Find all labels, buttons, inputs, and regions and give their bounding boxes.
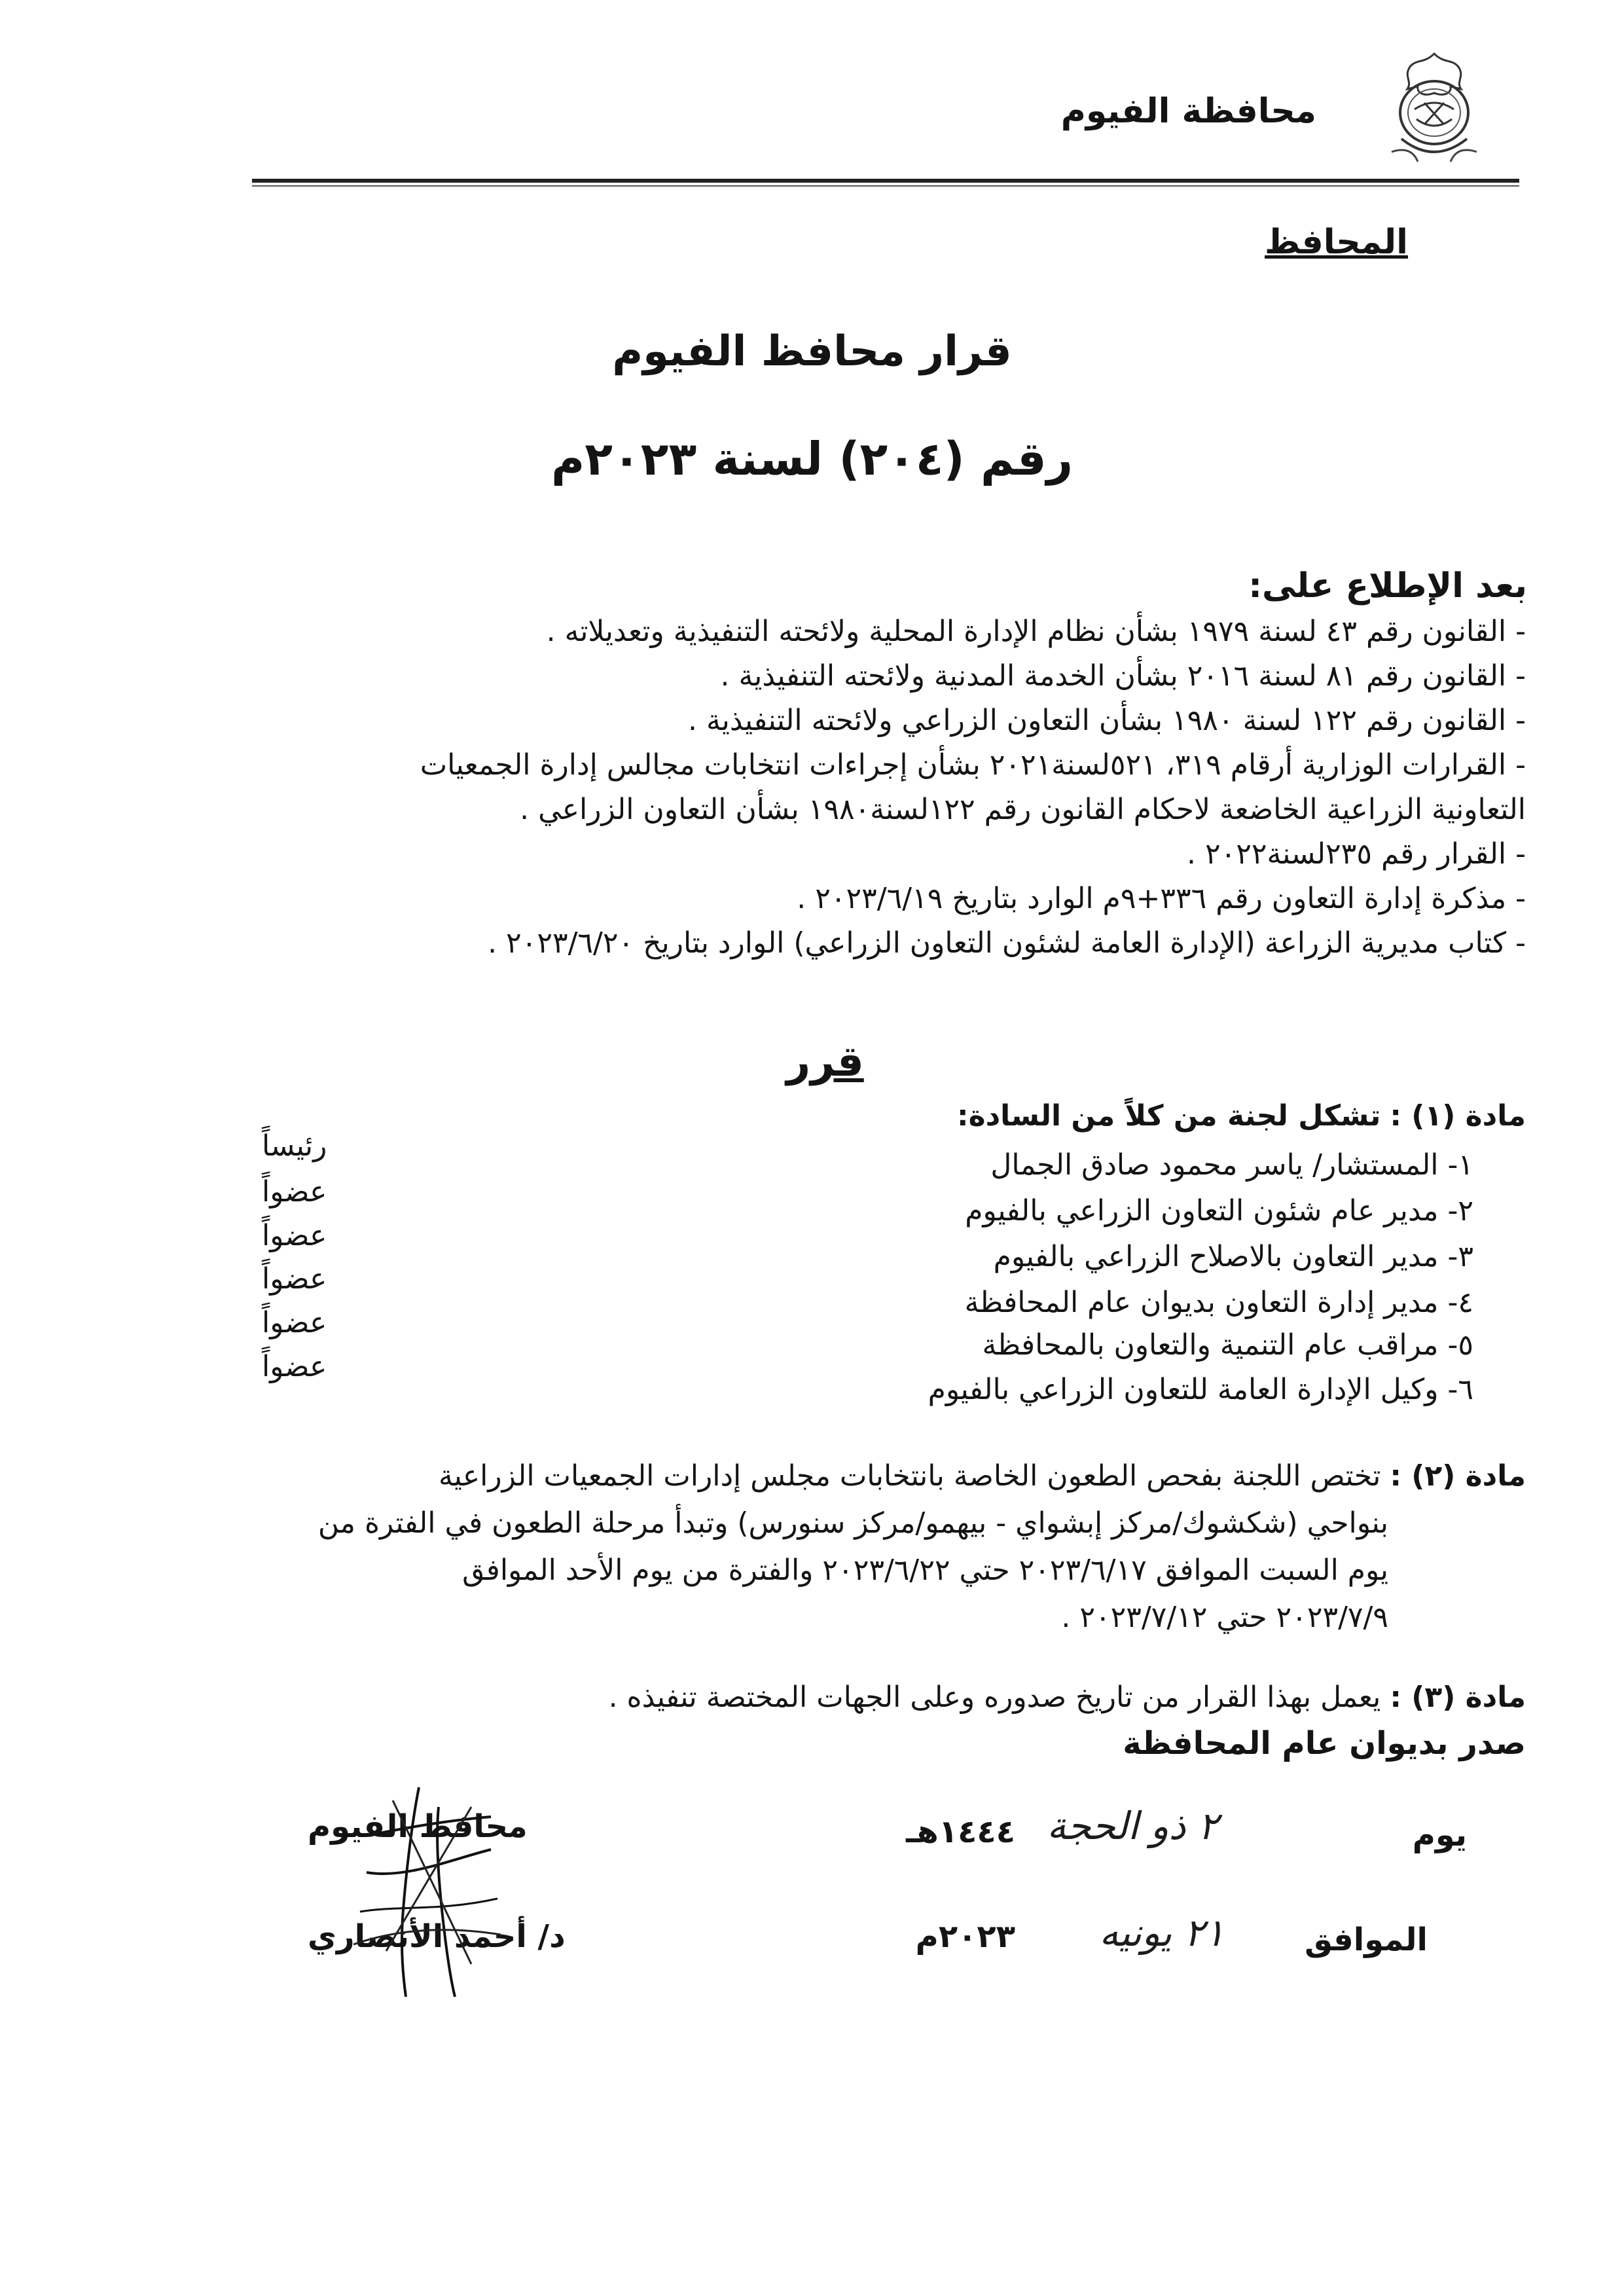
article-1-text: تشكل لجنة من كلاً من السادة: [957,1099,1381,1133]
committee-role: عضواً [262,1306,327,1339]
governor-name: د/ أحمد الأنصاري [308,1918,566,1955]
preamble-line: - مذكرة إدارة التعاون رقم ٣٣٦+٩م الوارد بتاريخ ٢٠٢٣/٦/١٩ . [797,882,1526,915]
header-rule-thin [252,185,1519,187]
committee-member: ٥- مراقب عام التنمية والتعاون بالمحافظة [982,1328,1473,1362]
decision-title: قرار محافظ الفيوم [612,327,1012,376]
office-label: المحافظ [1265,223,1408,262]
day-label: يوم [1412,1817,1467,1853]
article-2-line: بنواحي (شكشوك/مركز إبشواي - بيهمو/مركز سنورس) وتبدأ مرحلة الطعون في الفترة من [317,1506,1388,1540]
preamble-line: - القانون رقم ٨١ لسنة ٢٠١٦ بشأن الخدمة المدنية ولائحته التنفيذية . [720,659,1526,693]
preamble-line: - كتاب مديرية الزراعة (الإدارة العامة لشئون التعاون الزراعي) الوارد بتاريخ ٢٠٢٣/٦/٢٠ . [488,926,1526,960]
hijri-year: ١٤٤٤هـ [906,1813,1015,1850]
decision-number: رقم (٢٠٤) لسنة ٢٠٢٣م [550,432,1074,486]
preamble-line: - القانون رقم ٤٣ لسنة ١٩٧٩ بشأن نظام الإدارة المحلية ولائحته التنفيذية وتعديلاته . [546,615,1526,648]
governor-signature-icon [340,1781,511,2003]
article-3-label: مادة (٣) : [1390,1681,1526,1714]
hijri-handwritten: ٢ ذو الحجة [1047,1804,1218,1848]
gregorian-handwritten: ٢١ يونيه [1099,1910,1225,1955]
gregorian-label: الموافق [1305,1922,1428,1958]
governor-title: محافظ الفيوم [308,1808,528,1845]
committee-member: ٣- مدير التعاون بالاصلاح الزراعي بالفيوم [993,1240,1473,1273]
governorate-name: محافظة الفيوم [1060,92,1316,131]
preamble-line: - القرار رقم ٢٣٥لسنة٢٠٢٢ . [1187,837,1526,871]
committee-role: عضواً [262,1219,327,1252]
article-1 [957,1097,1526,1136]
committee-member: ٦- وكيل الإدارة العامة للتعاون الزراعي بالفيوم [928,1373,1473,1406]
decided-heading-text: قرر [786,1038,864,1086]
article-2-line: تختص اللجنة بفحص الطعون الخاصة بانتخابات مجلس إدارات الجمعيات الزراعية [439,1459,1381,1493]
decided-heading [0,1038,1624,1086]
preamble-line: - القرارات الوزارية أرقام ٣١٩، ٥٢١لسنة٢٠٢١ بشأن إجراءات انتخابات مجالس إدارة الجمعيات [420,748,1526,782]
preamble-heading: بعد الإطلاع على: [1248,566,1527,606]
committee-role: رئيساً [262,1129,327,1163]
article-2 [439,1457,1526,1496]
issued-line: صدر بديوان عام المحافظة [1123,1725,1526,1762]
preamble-line: التعاونية الزراعية الخاضعة لاحكام القانون رقم ١٢٢لسنة١٩٨٠ بشأن التعاون الزراعي . [520,793,1526,826]
header-rule [252,179,1519,183]
article-2-line: ٢٠٢٣/٧/٩ حتي ٢٠٢٣/٧/١٢ . [1061,1601,1388,1634]
committee-role: عضواً [262,1175,327,1209]
article-1-label: مادة (١) : [1390,1099,1526,1133]
article-2-label: مادة (٢) : [1390,1459,1526,1493]
article-3 [609,1678,1526,1717]
committee-member: ٤- مدير إدارة التعاون بديوان عام المحافظة [964,1286,1473,1319]
article-3-text: يعمل بهذا القرار من تاريخ صدوره وعلى الجهات المختصة تنفيذه . [608,1681,1381,1714]
committee-role: عضواً [262,1350,327,1383]
governorate-seal-emblem-icon [1379,41,1490,172]
preamble-line: - القانون رقم ١٢٢ لسنة ١٩٨٠ بشأن التعاون الزراعي ولائحته التنفيذية . [688,704,1526,737]
committee-member: ٢- مدير عام شئون التعاون الزراعي بالفيوم [965,1194,1473,1228]
gregorian-year: ٢٠٢٣م [915,1918,1015,1955]
committee-role: عضواً [262,1262,327,1296]
article-2-line: يوم السبت الموافق ٢٠٢٣/٦/١٧ حتي ٢٠٢٣/٦/٢٢ والفترة من يوم الأحد الموافق [462,1554,1388,1587]
committee-member: ١- المستشار/ ياسر محمود صادق الجمال [990,1148,1473,1182]
